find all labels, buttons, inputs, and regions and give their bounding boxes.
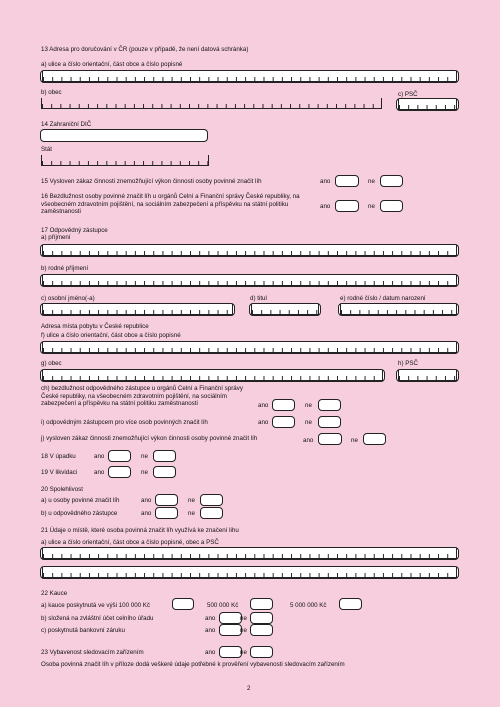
s13-psc-comb: [398, 99, 457, 110]
s17-rodne-prijmeni-label: b) rodné příjmení: [41, 265, 89, 272]
s20-a-ne-label: ne: [188, 497, 195, 504]
s15-ne-box[interactable]: [380, 175, 403, 187]
s20-a-text: a) u osoby povinné značit líh: [41, 497, 120, 504]
s22-100k-box[interactable]: [172, 598, 194, 610]
s17-j-ano-box[interactable]: [318, 433, 342, 445]
s20-b-ano-box[interactable]: [155, 507, 178, 519]
s17-j-ne-box[interactable]: [363, 433, 386, 445]
s17-ch-ano-box[interactable]: [272, 399, 295, 411]
s14-stat-label: Stát: [41, 146, 53, 153]
s17-titul-label: d) titul: [250, 295, 267, 302]
section-17-heading: 17 Odpovědný zástupce: [41, 227, 108, 234]
s19-ano-label: ano: [94, 469, 105, 476]
s22-b-ne-label: ne: [240, 615, 247, 622]
s17-jmeno-comb: [42, 304, 233, 315]
s13-street-label: a) ulice a číslo orientační, část obce a číslo popisné: [41, 61, 183, 68]
s23-ne-label: ne: [240, 649, 247, 656]
section-21-heading: 21 Údaje o místě, které osoba povinná značit líh využívá ke značení lihu: [41, 527, 239, 534]
s20-b-ne-label: ne: [188, 510, 195, 517]
s22-b-ano-label: ano: [205, 615, 216, 622]
s20-b-ano-label: ano: [141, 510, 152, 517]
s13-city-field[interactable]: [41, 98, 382, 109]
s22-a-text: a) kauce poskytnutá ve výši 100 000 Kč: [41, 602, 151, 609]
s17-j-text: j) vysloven zákaz činnosti znemožňující výkon činnosti osoby povinné značit líh: [41, 435, 258, 442]
s22-c-text: c) poskytnutá bankovní záruku: [41, 627, 125, 634]
s16-ano-label: ano: [320, 203, 331, 210]
s22-500k-box[interactable]: [250, 598, 273, 610]
s17-psc-comb: [398, 370, 457, 381]
s17-rc-label: e) rodné číslo / datum narození: [340, 295, 426, 302]
s15-ano-label: ano: [320, 178, 331, 185]
s23-ano-box[interactable]: [219, 646, 242, 658]
s17-jmeno-label: c) osobní jméno(-a): [41, 295, 95, 302]
s22-5m-label: 5 000 000 Kč: [290, 602, 327, 609]
s17-i-ano-box[interactable]: [272, 416, 295, 428]
s17-i-ne-label: ne: [305, 419, 312, 426]
section-13-heading: 13 Adresa pro doručování v ČR (pouze v případě, že není datová schránka): [41, 46, 249, 53]
s22-500k-label: 500 000 Kč: [207, 602, 239, 609]
s17-ch-ano-label: ano: [258, 402, 269, 409]
s17-i-ne-box[interactable]: [318, 416, 341, 428]
s16-ne-box[interactable]: [380, 200, 403, 212]
s17-obec-comb: [42, 370, 383, 381]
s19-ne-label: ne: [141, 469, 148, 476]
s22-c-ne-label: ne: [240, 627, 247, 634]
s18-ano-label: ano: [94, 453, 105, 460]
s18-ne-box[interactable]: [153, 450, 176, 462]
section-16-text: 16 Bezdlužnost osoby povinné značit líh u orgánů Celní a Finanční správy České republiky, na všeobecném zdravotním pojištění, na sociálním zabezpečení a příspěvku na státní politiku zaměstnanosti: [41, 193, 300, 216]
s17-ch-text: ch) bezdlužnost odpovědného zástupce u orgánů Celní a Finanční správy České republiky, na všeobecném zdravotním pojištění, na sociálním zabezpečení a příspěvku na státní politiku zaměstnanosti: [41, 385, 243, 408]
s13-city-label: b) obec: [41, 89, 62, 96]
section-14-heading: 14 Zahraniční DIČ: [41, 121, 92, 128]
page-number: 2: [247, 685, 251, 692]
s17-rodne-prijmeni-comb: [42, 275, 457, 286]
s19-ano-box[interactable]: [108, 466, 131, 478]
s17-prijmeni-comb: [42, 245, 457, 256]
section-23-heading: 23 Vybavenost sledovacím zařízením: [41, 649, 144, 656]
s22-b-ano-box[interactable]: [219, 612, 242, 624]
s17-ulice-comb: [42, 342, 457, 353]
section-15-text: 15 Vysloven zákaz činnosti znemožňující výkon činnosti osoby povinné značit líh: [41, 178, 262, 185]
s18-ano-box[interactable]: [108, 450, 131, 462]
s19-ne-box[interactable]: [153, 466, 176, 478]
s20-a-ano-box[interactable]: [155, 494, 178, 506]
section-20-heading: 20 Spolehlivost: [41, 486, 83, 493]
section-19-text: 19 V likvidaci: [41, 469, 78, 476]
s20-b-ne-box[interactable]: [200, 507, 223, 519]
s14-stat-field[interactable]: [41, 155, 209, 166]
s17-ch-ne-box[interactable]: [318, 399, 341, 411]
s21-line1-comb: [42, 548, 457, 559]
s17-i-ano-label: ano: [258, 419, 269, 426]
s15-ne-label: ne: [368, 178, 375, 185]
s23-note: Osoba povinná značit líh v příloze dodá veškeré údaje potřebné k prověření vybavenosti sledovacím zařízením: [41, 661, 345, 668]
s17-ch-ne-label: ne: [305, 402, 312, 409]
s20-b-text: b) u odpovědného zástupce: [41, 510, 118, 517]
section-22-heading: 22 Kauce: [41, 590, 68, 597]
s17-j-ne-label: ne: [351, 437, 358, 444]
s22-c-ne-box[interactable]: [250, 624, 273, 636]
s21-line2-comb: [42, 567, 457, 578]
s17-prijmeni-label: a) příjmení: [41, 234, 71, 241]
s17-psc-label: h) PSČ: [398, 360, 418, 367]
s15-ano-box[interactable]: [335, 175, 359, 187]
s17-adresa-heading: Adresa místa pobytu v České republice: [41, 323, 149, 330]
s20-a-ne-box[interactable]: [200, 494, 223, 506]
s17-obec-label: g) obec: [41, 360, 62, 367]
section-18-text: 18 V úpadku: [41, 453, 76, 460]
s17-titul-comb: [251, 304, 319, 315]
s22-b-text: b) složená na zvláštní účet celního úřadu: [41, 615, 154, 622]
s20-a-ano-label: ano: [141, 497, 152, 504]
s16-ne-label: ne: [368, 203, 375, 210]
s17-i-text: i) odpovědným zástupcem pro více osob povinných značit líh: [41, 419, 208, 426]
s17-ulice-label: f) ulice a číslo orientační, část obce a číslo popisné: [41, 332, 181, 339]
s22-5m-box[interactable]: [339, 598, 362, 610]
s23-ne-box[interactable]: [250, 646, 273, 658]
s14-dic-field[interactable]: [40, 129, 208, 142]
s23-ano-label: ano: [205, 649, 216, 656]
s22-c-ano-box[interactable]: [219, 624, 242, 636]
s18-ne-label: ne: [141, 453, 148, 460]
s22-b-ne-box[interactable]: [250, 612, 273, 624]
s21-a-label: a) ulice a číslo orientační, část obce a číslo popisné, obec a PSČ: [41, 539, 219, 546]
s22-c-ano-label: ano: [205, 627, 216, 634]
s17-j-ano-label: ano: [303, 437, 314, 444]
s16-ano-box[interactable]: [335, 200, 359, 212]
s17-rc-comb: [340, 304, 457, 315]
s13-street-comb: [42, 71, 457, 82]
s13-psc-label: c) PSČ: [398, 91, 418, 98]
